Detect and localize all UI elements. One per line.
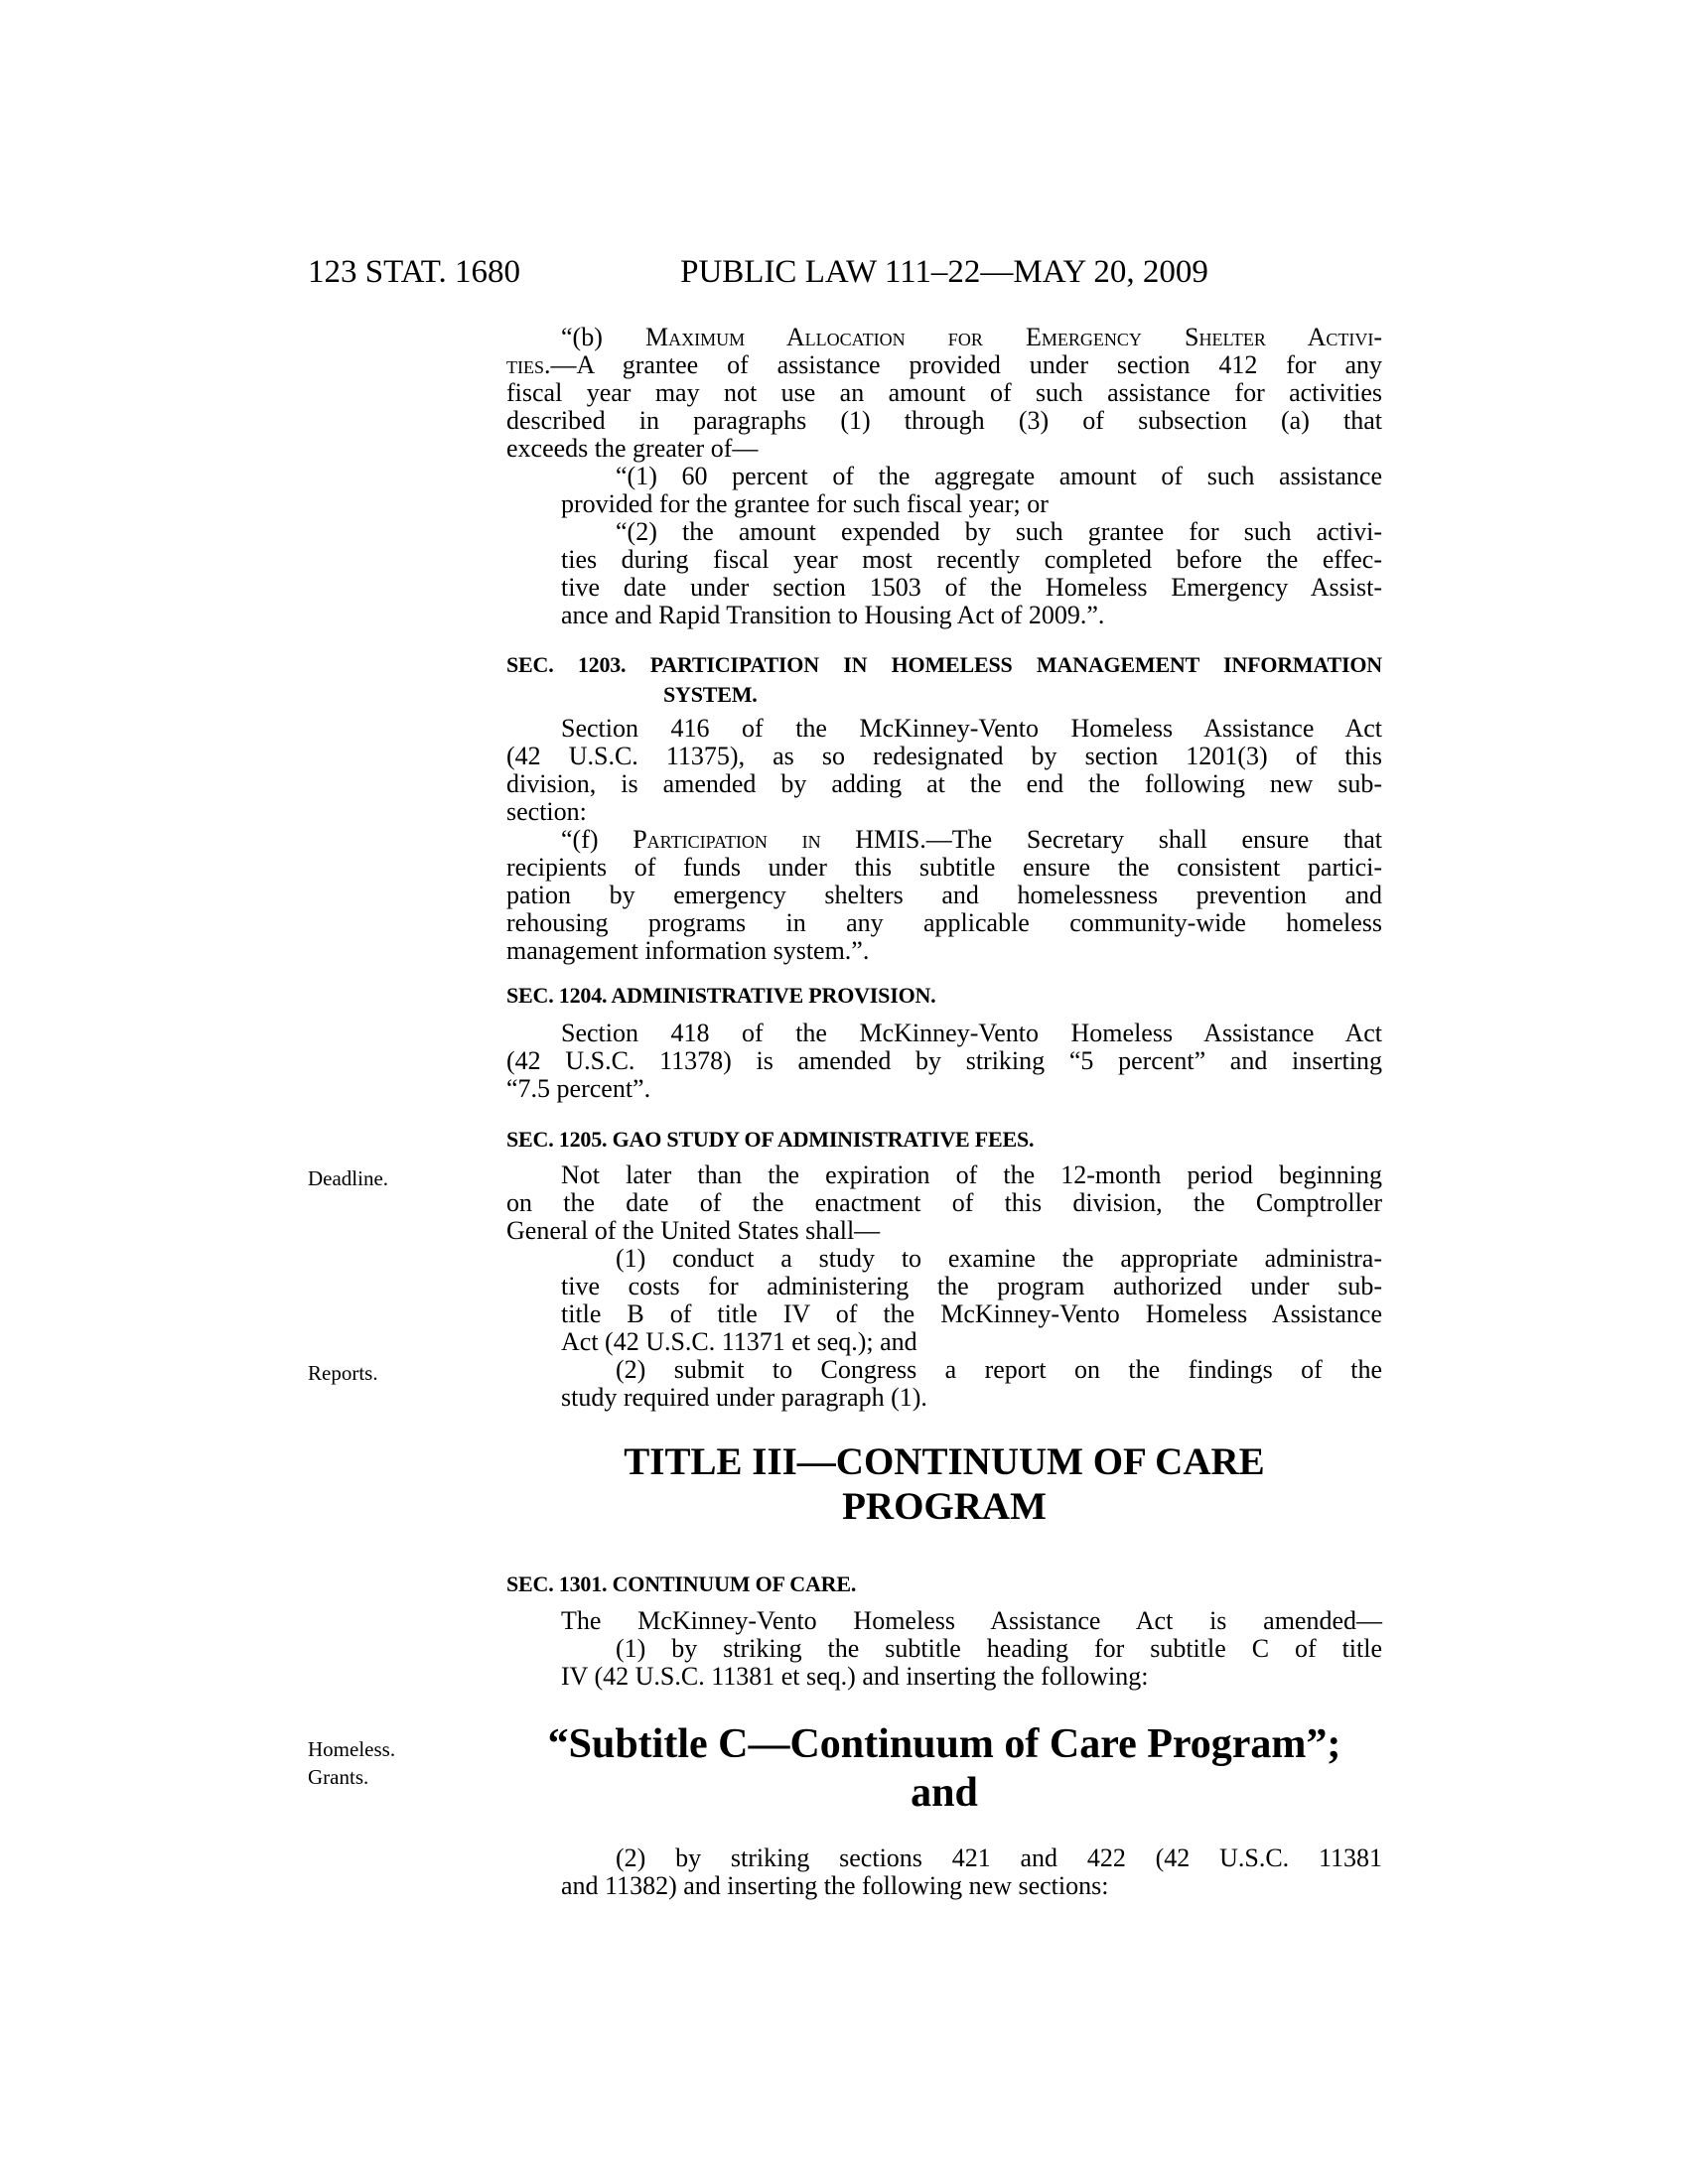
body-text: IV (42 U.S.C. 11381 et seq.) and inserting the following:	[561, 1662, 1149, 1691]
text-line	[506, 1635, 1382, 1663]
body-text: fiscal year may not use an amount of such assistance for activities	[506, 378, 1382, 407]
text-line	[506, 1356, 1382, 1384]
text-line	[506, 407, 1382, 435]
text-line: “Subtitle C—Continuum of Care Program”;	[547, 1721, 1341, 1767]
body-text: (1) conduct a study to examine the appropriate administra-	[616, 1244, 1382, 1273]
text-line: SEC. 1204. ADMINISTRATIVE PROVISION.	[506, 983, 936, 1008]
block-subtitle-c	[506, 1720, 1382, 1818]
block-sec-1204-body	[506, 1020, 1382, 1103]
body-text: title B of title IV of the McKinney-Vento Homeless Assistance	[561, 1299, 1382, 1328]
body-text: on the date of the enactment of this division, the Comptroller	[506, 1188, 1382, 1217]
body-text: recipients of funds under this subtitle ensure the consistent partici-	[506, 853, 1382, 882]
margin-note-deadline: Deadline.	[308, 1166, 389, 1190]
text-line	[506, 1273, 1382, 1300]
body-text: Section 418 of the McKinney-Vento Homeless Assistance Act	[561, 1019, 1382, 1047]
text-line: SEC. 1203. PARTICIPATION IN HOMELESS MANAGEMENT INFORMATION	[506, 652, 1382, 677]
body-text: —A grantee of assistance provided under section 412 for any	[550, 350, 1382, 379]
body-text: “(f)	[561, 825, 633, 854]
text-line	[506, 1844, 1382, 1872]
body-text: “7.5 percent”.	[506, 1074, 651, 1103]
body-text: ties during fiscal year most recently completed before the effec-	[561, 545, 1382, 574]
running-head: PUBLIC LAW 111–22—MAY 20, 2009	[680, 254, 1208, 290]
text-line	[506, 909, 1382, 937]
text-line	[506, 490, 1382, 518]
body-text: Act (42 U.S.C. 11371 et seq.); and	[561, 1327, 917, 1356]
text-line	[506, 602, 1382, 629]
body-text: “(2) the amount expended by such grantee for such activi-	[616, 517, 1382, 546]
text-line	[506, 1245, 1382, 1273]
block-subsec-b	[506, 324, 1382, 629]
text-line	[506, 1217, 1382, 1245]
text-line: and	[911, 1770, 978, 1816]
text-line	[506, 715, 1382, 743]
block-title-iii	[506, 1439, 1382, 1529]
text-line	[506, 1663, 1382, 1691]
block-sec-1205	[506, 1125, 1382, 1155]
body-text: General of the United States shall—	[506, 1216, 881, 1245]
text-line	[506, 463, 1382, 490]
text-line	[506, 854, 1382, 882]
body-text: (42 U.S.C. 11378) is amended by striking “5 percent” and inserting	[506, 1046, 1382, 1075]
body-text: tive date under section 1503 of the Homeless Emergency Assist-	[561, 573, 1382, 602]
text-line	[506, 1020, 1382, 1047]
body-text: tive costs for administering the program authorized under sub-	[561, 1272, 1382, 1300]
body-text: ance and Rapid Transition to Housing Act of 2009.”.	[561, 601, 1105, 629]
body-text: “(b)	[561, 323, 646, 351]
body-text: (2) submit to Congress a report on the findings of the	[616, 1355, 1382, 1384]
body-text: “(1) 60 percent of the aggregate amount of such assistance	[616, 462, 1382, 490]
small-caps-text: ties.	[506, 350, 551, 379]
text-line	[506, 1075, 1382, 1103]
margin-note-reports: Reports.	[308, 1361, 378, 1385]
body-text: exceeds the greater of—	[506, 434, 759, 463]
text-line	[506, 1300, 1382, 1328]
text-line	[506, 1161, 1382, 1189]
block-sec-1203-body	[506, 715, 1382, 965]
text-line	[506, 1872, 1382, 1900]
text-line	[506, 1189, 1382, 1217]
small-caps-text: Participation in HMIS.	[633, 825, 926, 854]
body-text: (1) by striking the subtitle heading for subtitle C of title	[616, 1634, 1382, 1663]
text-line: TITLE III—CONTINUUM OF CARE	[624, 1440, 1265, 1483]
body-text: (42 U.S.C. 11375), as so redesignated by section 1201(3) of this	[506, 742, 1382, 770]
text-line	[506, 546, 1382, 574]
block-sec-1301-body	[506, 1607, 1382, 1691]
text-line	[506, 1384, 1382, 1412]
text-line	[506, 882, 1382, 909]
block-sec-1204	[506, 981, 1382, 1011]
text-line	[506, 574, 1382, 602]
margin-note-homeless: Homeless.	[308, 1737, 396, 1761]
block-sec-1301-body2	[506, 1844, 1382, 1900]
body-text: The McKinney-Vento Homeless Assistance Act is amended—	[561, 1606, 1382, 1635]
text-line: SEC. 1205. GAO STUDY OF ADMINISTRATIVE FEES.	[506, 1127, 1035, 1152]
text-line	[506, 743, 1382, 770]
body-text: pation by emergency shelters and homelessness prevention and	[506, 881, 1382, 909]
text-line: SEC. 1301. CONTINUUM OF CARE.	[506, 1571, 857, 1596]
body-text: (2) by striking sections 421 and 422 (42 U.S.C. 11381	[616, 1843, 1382, 1872]
text-line	[506, 1328, 1382, 1356]
text-line	[506, 351, 1382, 379]
body-text: Not later than the expiration of the 12-month period beginning	[561, 1160, 1382, 1189]
body-text: study required under paragraph (1).	[561, 1383, 927, 1412]
text-line	[506, 1607, 1382, 1635]
body-text: and 11382) and inserting the following new sections:	[561, 1871, 1109, 1900]
block-sec-1203	[506, 650, 1382, 710]
text-line	[506, 798, 1382, 826]
body-text: management information system.”.	[506, 936, 870, 965]
block-sec-1205-body	[506, 1161, 1382, 1412]
small-caps-text: Maximum Allocation for Emergency Shelter Activi-	[645, 323, 1382, 351]
text-line	[506, 937, 1382, 965]
text-line: SYSTEM.	[663, 682, 758, 707]
body-text: —The Secretary shall ensure that	[925, 825, 1383, 854]
block-sec-1301	[506, 1570, 1382, 1599]
text-line	[506, 770, 1382, 798]
page-number: 123 STAT. 1680	[308, 254, 521, 290]
text-line	[506, 826, 1382, 854]
body-text: described in paragraphs (1) through (3) of subsection (a) that	[506, 406, 1382, 435]
text-line	[506, 435, 1382, 463]
body-text: division, is amended by adding at the end the following new sub-	[506, 769, 1382, 798]
body-text: section:	[506, 797, 587, 826]
text-line	[506, 324, 1382, 351]
body-text: rehousing programs in any applicable community-wide homeless	[506, 908, 1382, 937]
text-line: PROGRAM	[842, 1485, 1047, 1528]
text-line	[506, 518, 1382, 546]
text-line	[506, 1047, 1382, 1075]
body-text: provided for the grantee for such fiscal year; or	[561, 489, 1049, 518]
margin-note-grants: Grants.	[308, 1765, 369, 1789]
body-text: Section 416 of the McKinney-Vento Homeless Assistance Act	[561, 714, 1382, 743]
text-line	[506, 379, 1382, 407]
